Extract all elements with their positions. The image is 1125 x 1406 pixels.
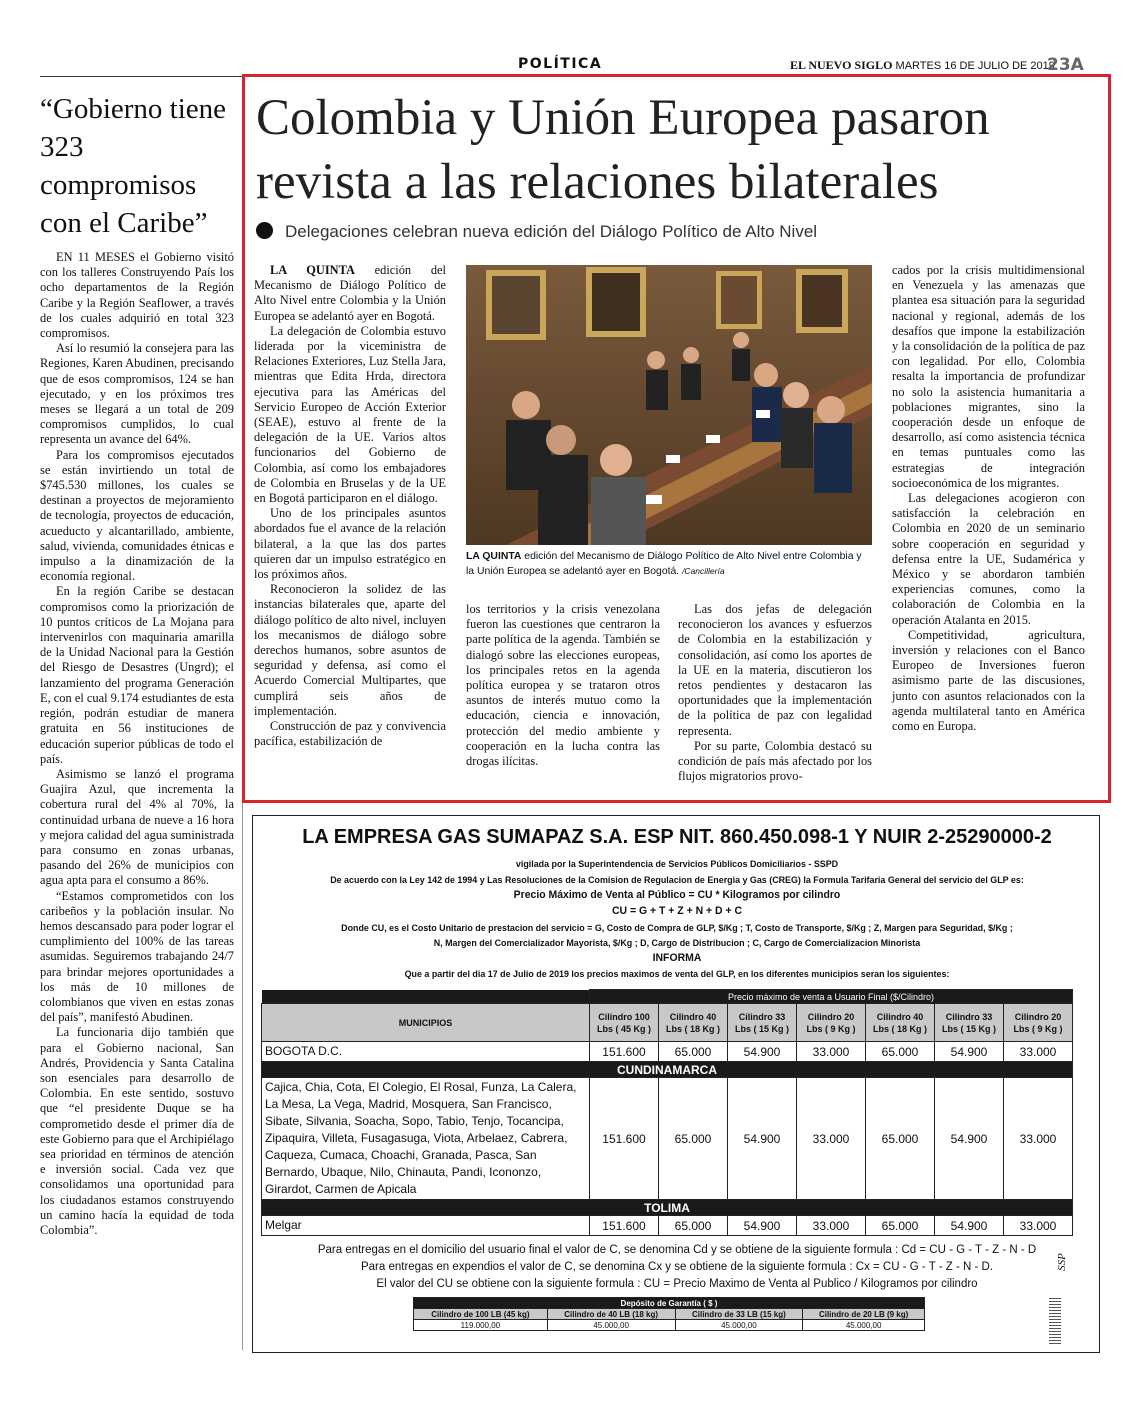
price-cell: 151.600 (590, 1216, 659, 1236)
formula-line: El valor del CU se obtiene con la siguiente formula : CU = Precio Maximo de Venta al Publico / Kilogramos por cilindro (376, 1278, 978, 1290)
col-line: Cilindro 20 (1014, 1011, 1062, 1022)
price-cell: 65.000 (659, 1042, 728, 1062)
main-headline: Colombia y Unión Europea pasaron revista a las relaciones bilaterales (256, 90, 990, 210)
notice-line: N, Margen del Comercializador Mayorista, $/Kg ; D, Cargo de Distribucion ; C, Cargo de Comercializacion Minorista (433, 937, 921, 948)
col-line: Lbs ( 18 Kg ) (872, 1023, 927, 1034)
bullet-icon (256, 222, 273, 239)
newspaper-name: EL NUEVO SIGLO (790, 58, 893, 72)
paragraph: los territorios y la crisis venezolana fueron las cuestiones que centraron la parte política de la agenda. También se dialogó sobre las elecciones europeas, los principales retos en la agenda política europea y se trataron otros asuntos de interés mutuo como la educación, ciencia e innovación, protección del medio ambiente y cooperación en la lucha contra las drogas ilícitas. (466, 602, 660, 769)
paragraph: Así lo resumió la consejera para las Regiones, Karen Abudinen, precisando que de esos compromisos, 124 se han ejecutado, y en los próximos tres meses se llegará a un total de 209 compromisos cumplidos, lo cual representa un avance del 64%. (40, 341, 234, 447)
paragraph: “Estamos comprometidos con los caribeños y la población insular. No hemos descansado para poder lograr el cumplimiento del 100% de las tareas asumidas. Seguiremos trabajando 24/7 para brindar mejores oportunidades a los más de 10 millones de colombianos que viven en estas zonas del país”, manifestó Abudinen. (40, 888, 234, 1025)
notice-informa: INFORMA (652, 952, 702, 964)
price-cell: 65.000 (866, 1216, 935, 1236)
price-cell: 33.000 (797, 1216, 866, 1236)
price-cell: 33.000 (1004, 1078, 1073, 1200)
col-line: Lbs ( 45 Kg ) (596, 1023, 651, 1034)
notice-line: De acuerdo con la Ley 142 de 1994 y Las Resoluciones de la Comision de Regulacion de Energia y Gas (CREG) la Formula Tarifaria General del servicio del GLP es: (330, 874, 1024, 885)
col-line: Cilindro 40 (669, 1011, 717, 1022)
caption-text: edición del Mecanismo de Diálogo Político de Alto Nivel entre Colombia y la Unión Europea se adelantó ayer en Bogotá. (466, 551, 862, 577)
barcode-icon (1049, 1296, 1061, 1344)
col-line: Lbs ( 9 Kg ) (1013, 1023, 1063, 1034)
article-column-3 (678, 602, 872, 784)
col-line: Cilindro 100 (598, 1011, 650, 1022)
price-cell: 54.900 (728, 1216, 797, 1236)
col-line: Lbs ( 15 Kg ) (941, 1023, 996, 1034)
column-header (1004, 1004, 1073, 1042)
paragraph: Por su parte, Colombia destacó su condición de país más afectado por los flujos migratorios provo- (678, 738, 872, 784)
meeting-photo (466, 265, 872, 545)
gas-price-notice (252, 815, 1100, 1353)
price-cell: 54.900 (935, 1042, 1004, 1062)
notice-line: vigilada por la Superintendencia de Servicios Públicos Domiciliarios - SSPD (515, 858, 839, 869)
notice-formula: CU = G + T + Z + N + D + C (611, 905, 743, 917)
paragraph: Las delegaciones acogieron con satisfacción la celebración en Colombia en 2020 de un seminario sobre cooperación en seguridad y defensa entre la UE, Sudamérica y México y se abordaron también experiencias comunes, como la colaboración de Colombia en la operación Atalanta en 2015. (892, 491, 1085, 627)
deck-text: Delegaciones celebran nueva edición del Diálogo Político de Alto Nivel (285, 222, 818, 241)
notice-line: Que a partir del dia 17 de Julio de 2019 los precios maximos de venta del GLP, en los diferentes municipios seran los siguientes: (404, 968, 950, 979)
deposit-col: Cilindro de 40 LB (18 kg) (547, 1309, 675, 1320)
col-line: Cilindro 20 (807, 1011, 855, 1022)
deposit-value: 45.000,00 (803, 1320, 925, 1331)
article-column-1 (254, 263, 446, 750)
group-header: TOLIMA (262, 1200, 1073, 1216)
paragraph: EN 11 MESES el Gobierno visitó con los talleres Construyendo País los ocho departamentos de la Región Caribe y la Región Seaflower, a través de los cuales adquirió en total 323 compromisos. (40, 250, 234, 341)
col-line: Lbs ( 9 Kg ) (806, 1023, 856, 1034)
paragraph: Competitividad, agricultura, inversión y relaciones con el Banco Europeo de Inversiones fueron asimismo parte de las discusiones, junto con asuntos relacionados con la agenda multilateral tanto en América como en Europa. (892, 627, 1085, 734)
left-article-body (40, 250, 234, 1238)
notice-line: Donde CU, es el Costo Unitario de prestacion del servicio = G, Costo de Compra de GLP, $/Kg ; T, Costo de Transporte, $/Kg ; Z, Margen para Seguridad, $/Kg ; (341, 922, 1013, 933)
municipality: Melgar (262, 1216, 590, 1236)
column-header (728, 1004, 797, 1042)
photo-credit: /Cancillería (682, 566, 725, 576)
column-header (866, 1004, 935, 1042)
table-row (262, 1216, 1073, 1236)
notice-formula: Precio Máximo de Venta al Público = CU * Kilogramos por cilindro (513, 889, 841, 901)
price-cell: 54.900 (728, 1078, 797, 1200)
deposit-col: Cilindro de 33 LB (15 kg) (675, 1309, 803, 1320)
price-cell: 33.000 (1004, 1042, 1073, 1062)
paragraph: Uno de los principales asuntos abordados fue el avance de la relación bilateral, a la que las dos partes quieren dar un impulso estratégico en los próximos años. (254, 506, 446, 582)
column-header (935, 1004, 1004, 1042)
formula-line: Para entregas en el domicilio del usuario final el valor de C, se denomina Cd y se obtiene de la siguiente formula : Cd = CU - G - T - Z - N - D (317, 1244, 1037, 1256)
table-band: Precio máximo de venta a Usuario Final ($/Cilindro) (590, 990, 1073, 1004)
price-table (261, 989, 1073, 1236)
municipality-list: Cajica, Chia, Cota, El Colegio, El Rosal, Funza, La Calera, La Mesa, La Vega, Madrid, Mosquera, San Francisco, Sibate, Silvania, Soacha, Sopo, Tabio, Tenjo, Tocancipa, Zipaquira, Villeta, Fusagasuga, Viota, Arbelaez, Cabrera, Caqueza, Cumaca, Choachi, Granada, Pasca, San Bernardo, Ubaque, Nilo, Chinauta, Pandi, Icononzo, Girardot, Carmen de Apicala (262, 1078, 590, 1200)
deposit-value: 45.000,00 (675, 1320, 803, 1331)
deposit-table (413, 1297, 925, 1331)
deposit-col: Cilindro de 20 LB (9 kg) (803, 1309, 925, 1320)
lead-in: LA QUINTA (270, 263, 355, 277)
municipality: BOGOTA D.C. (262, 1042, 590, 1062)
price-cell: 54.900 (728, 1042, 797, 1062)
paragraph: Construcción de paz y convivencia pacífica, estabilización de (254, 719, 446, 749)
photo-illustration (466, 265, 872, 545)
photo-caption (466, 550, 872, 579)
caption-lead: LA QUINTA (466, 551, 522, 562)
price-cell: 65.000 (866, 1078, 935, 1200)
paragraph: Reconocieron la solidez de las instancias bilaterales que, aparte del diálogo político de alto nivel, incluyen los mecanismos de diálogo sobre derechos humanos, sobre asuntos de seguridad y defensa, así como el Acuerdo Comercial Multipartes, que cumplirá seis años de implementación. (254, 582, 446, 718)
price-cell: 54.900 (935, 1078, 1004, 1200)
table-row (262, 1078, 1073, 1200)
paragraph: La funcionaria dijo también que para el Gobierno nacional, San Andrés, Providencia y Santa Catalina son esenciales para desarrollo de Colombia. En este sentido, sostuvo que “el presidente Duque se ha comprometido desde el primer día de este Gobierno para que el Archipiélago sea prioridad en términos de atención e inversión social. Cada vez que consolidamos una oportunidad para los ciudadanos estamos construyendo un camino hacía la equidad de toda Colombia”. (40, 1025, 234, 1237)
col-line: Lbs ( 18 Kg ) (665, 1023, 720, 1034)
deposit-col: Cilindro de 100 LB (45 kg) (414, 1309, 548, 1320)
price-cell: 54.900 (935, 1216, 1004, 1236)
column-header (590, 1004, 659, 1042)
price-cell: 33.000 (797, 1078, 866, 1200)
formula-line: Para entregas en expendios el valor de C, se denomina Cx y se obtiene de la siguiente formula : Cx = CU - G - T - Z - N - D. (360, 1261, 994, 1273)
notice-title: LA EMPRESA GAS SUMAPAZ S.A. ESP NIT. 860.450.098-1 Y NUIR 2-25290000-2 (302, 826, 1052, 848)
issue-date: MARTES 16 DE JULIO DE 2019 (895, 60, 1055, 72)
paragraph: La delegación de Colombia estuvo liderada por la viceministra de Relaciones Exteriores, Luz Stella Jara, mientras que Edita Hrda, directora ejecutiva para las Américas del Servicio Europeo de Acción Exterior (SEAE), estuvo al frente de la delegación de la UE. Varios altos funcionarios del Gobierno de Colombia, así como los embajadores de Colombia en Bruselas y de la UE en Bogotá participaron en el diálogo. (254, 323, 446, 506)
article-column-4 (892, 263, 1085, 734)
left-article-title: “Gobierno tiene 323 compromisos con el Caribe” (40, 93, 227, 239)
price-cell: 151.600 (590, 1078, 659, 1200)
paragraph: Asimismo se lanzó el programa Guajira Azul, que incrementa la cobertura rural del 4% al 70%, la continuidad urbana de nueve a 16 hora y mejora calidad del agua suministrada para consumo en zonas urbanas, pasando del 26% de municipios con agua apta para el consumo a 86%. (40, 766, 234, 888)
deposit-value: 45.000,00 (547, 1320, 675, 1331)
page-number: 23A (1047, 55, 1084, 75)
paragraph: cados por la crisis multidimensional en Venezuela y las amenazas que plantea esa situación para la seguridad nacional y regional, además de los desafíos que impone la estabilización y la consolidación de la política de paz con legalidad. Por ello, Colombia resalta la importancia de profundizar no solo la asistencia humanitaria a poblaciones migrantes, sino la cooperación desde un enfoque de desarrollo, así como asistencia técnica en temas puntuales como las estrategias de integración socioeconómica de los migrantes. (892, 263, 1085, 490)
col-line: Cilindro 33 (738, 1011, 786, 1022)
column-header (797, 1004, 866, 1042)
paper-info (790, 58, 1055, 73)
article-column-2 (466, 602, 660, 769)
deposit-value: 119.000,00 (414, 1320, 548, 1331)
paragraph: Para los compromisos ejecutados se están invirtiendo un total de $745.530 millones, los cuales se destinan a proyectos de mejoramiento de tecnología, proyectos de educación, acueducto y alcantarillado, ambiente, salud, vivienda, comunidades étnicas e impulso a la dinamización de la economía regional. (40, 447, 234, 584)
table-blank (262, 990, 590, 1004)
ssp-logo: SSP (1055, 1253, 1068, 1271)
main-deck (256, 222, 817, 242)
lead-text: edición del Mecanismo de Diálogo Político de Alto Nivel entre Colombia y la Unión Europea se adelantó ayer en Bogotá. (254, 263, 446, 323)
table-row (262, 1042, 1073, 1062)
price-cell: 33.000 (797, 1042, 866, 1062)
price-cell: 65.000 (866, 1042, 935, 1062)
price-cell: 33.000 (1004, 1216, 1073, 1236)
paragraph (254, 263, 446, 324)
paragraph: Las dos jefas de delegación reconocieron los avances y esfuerzos de Colombia en la estabilización y consolidación, así como los aportes de la UE en la materia, discutieron los retos pendientes y destacaron las oportunidades que la implementación de la política de paz con legalidad representa. (678, 602, 872, 738)
group-header: CUNDINAMARCA (262, 1062, 1073, 1078)
price-cell: 65.000 (659, 1078, 728, 1200)
section-label: POLÍTICA (518, 56, 603, 72)
price-cell: 65.000 (659, 1216, 728, 1236)
deposit-title: Depósito de Garantía ( $ ) (414, 1298, 925, 1309)
column-header (659, 1004, 728, 1042)
col-line: Cilindro 40 (876, 1011, 924, 1022)
municipios-header: MUNICIPIOS (262, 1004, 590, 1042)
paragraph: En la región Caribe se destacan compromisos como la priorización de 10 puntos críticos de La Mojana para intervenirlos con maquinaria amarilla de la Unidad Nacional para la Gestión del Riesgo de Desastres (Ungrd); el lanzamiento del programa Generación E, con el cual 9.174 estudiantes de esta región, podrán estudiar de manera gratuita en 56 instituciones de educación superior públicas de todo el país. (40, 584, 234, 766)
col-line: Lbs ( 15 Kg ) (734, 1023, 789, 1034)
col-line: Cilindro 33 (945, 1011, 993, 1022)
price-cell: 151.600 (590, 1042, 659, 1062)
left-article (40, 90, 234, 1238)
